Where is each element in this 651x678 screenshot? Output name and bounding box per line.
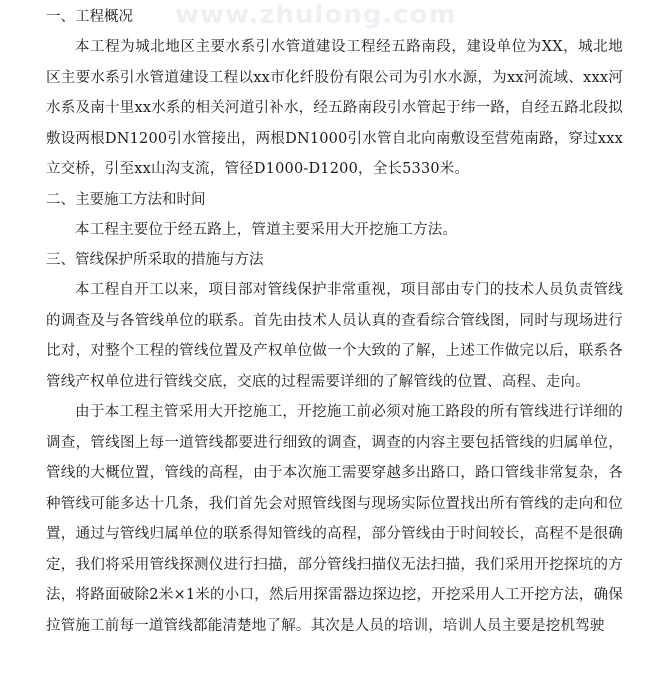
section-protection: [46, 245, 623, 641]
paragraph: 本工程为城北地区主要水系引水管道建设工程经五路南段，建设单位为XX，城北地区主要水系引水管道建设工程以xx市化纤股份有限公司为引水水源，为xx河流域、xxx河水系及南十里xx水系的相关河道引补水，经五路南段引水管起于纬一路，自经五路北段拟敷设两根DN1200引水管接出，两根DN1000引水管自北向南敷设至营苑南路，穿过xxx立交桥，引至xx山沟支流，管径D1000-D1200，全长5330米。: [46, 39, 623, 177]
paragraph: 本工程主要位于经五路上，管道主要采用大开挖施工方法。: [75, 221, 458, 238]
paragraph: 本工程自开工以来，项目部对管线保护非常重视，项目部由专门的技术人员负责管线的调查及与各管线单位的联系。首先由技术人员认真的查看综合管线图，同时与现场进行比对，对整个工程的管线位置及产权单位做一个大致的了解，上述工作做完以后，联系各管线产权单位进行管线交底，交底的过程需要详细的了解管线的位置、高程、走向。: [46, 282, 623, 390]
section-method: [46, 185, 623, 246]
section-overview: [46, 2, 623, 185]
section-heading: 三、管线保护所采取的措施与方法: [46, 252, 264, 268]
section-heading: 二、主要施工方法和时间: [46, 191, 206, 208]
watermark-text: www.zhulong.com: [175, 0, 457, 30]
paragraph: 由于本工程主管采用大开挖施工，开挖施工前必须对施工路段的所有管线进行详细的调查，管线图上每一道管线都要进行细致的调查，调查的内容主要包括管线的归属单位，管线的大概位置，管线的高程，由于本次施工需要穿越多出路口，路口管线非常复杂，各种管线可能多达十几条，我们首先会对照管线图与现场实际位置找出所有管线的走向和位置，通过与管线归属单位的联系得知管线的高程，部分管线由于时间较长，高程不是很确定，我们将采用管线探测仪进行扫描，部分管线扫描仪无法扫描，我们采用开挖探坑的方法，将路面破除2米×1米的小口，然后用探雷器边探边挖，开挖采用人工开挖方法，确保拉管施工前每一道管线都能清楚地了解。其次是人员的培训，培训人员主要是挖机驾驶: [46, 404, 623, 634]
section-heading: 一、工程概况: [46, 9, 133, 25]
